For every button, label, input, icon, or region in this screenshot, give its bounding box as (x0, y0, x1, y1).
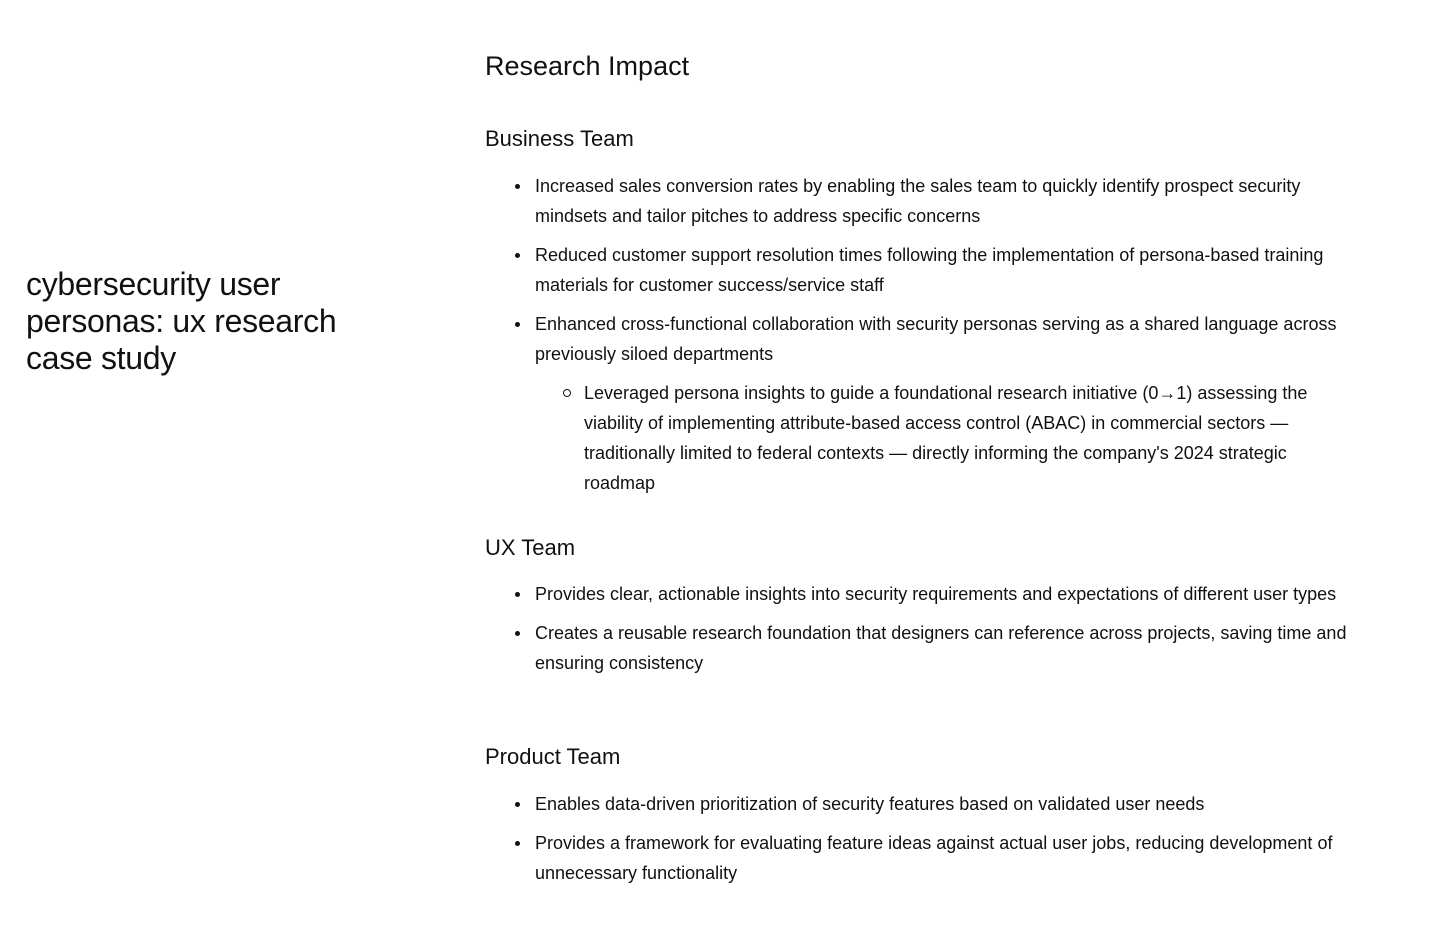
list-item: Enables data-driven prioritization of security features based on validated user needs (485, 789, 1355, 819)
product-team-heading: Product Team (485, 744, 621, 769)
ux-team-list (485, 579, 1355, 687)
section-title: Research Impact (485, 51, 690, 81)
list-item: Provides clear, actionable insights into security requirements and expectations of different user types (485, 579, 1355, 609)
business-team-list (485, 171, 1355, 507)
list-item: Provides a framework for evaluating feature ideas against actual user jobs, reducing development of unnecessary functionality (485, 828, 1355, 888)
list-item: Creates a reusable research foundation that designers can reference across projects, saving time and ensuring consistency (485, 618, 1355, 678)
list-item: Enhanced cross-functional collaboration with security personas serving as a shared language across previously siloed departments (485, 309, 1355, 369)
ux-team-heading: UX Team (485, 535, 576, 560)
list-item: Increased sales conversion rates by enabling the sales team to quickly identify prospect security mindsets and tailor pitches to address specific concerns (485, 171, 1355, 231)
product-team-list (485, 789, 1355, 897)
page-title: cybersecurity user personas: ux research case study (26, 266, 337, 376)
list-item: Reduced customer support resolution times following the implementation of persona-based training materials for customer success/service staff (485, 240, 1355, 300)
sub-list-item: Leveraged persona insights to guide a foundational research initiative (0→1) assessing the viability of implementing attribute-based access control (ABAC) in commercial sectors — traditionally limited to federal contexts — directly informing the company's 2024 strategic roadmap (485, 378, 1355, 498)
business-team-heading: Business Team (485, 126, 634, 151)
